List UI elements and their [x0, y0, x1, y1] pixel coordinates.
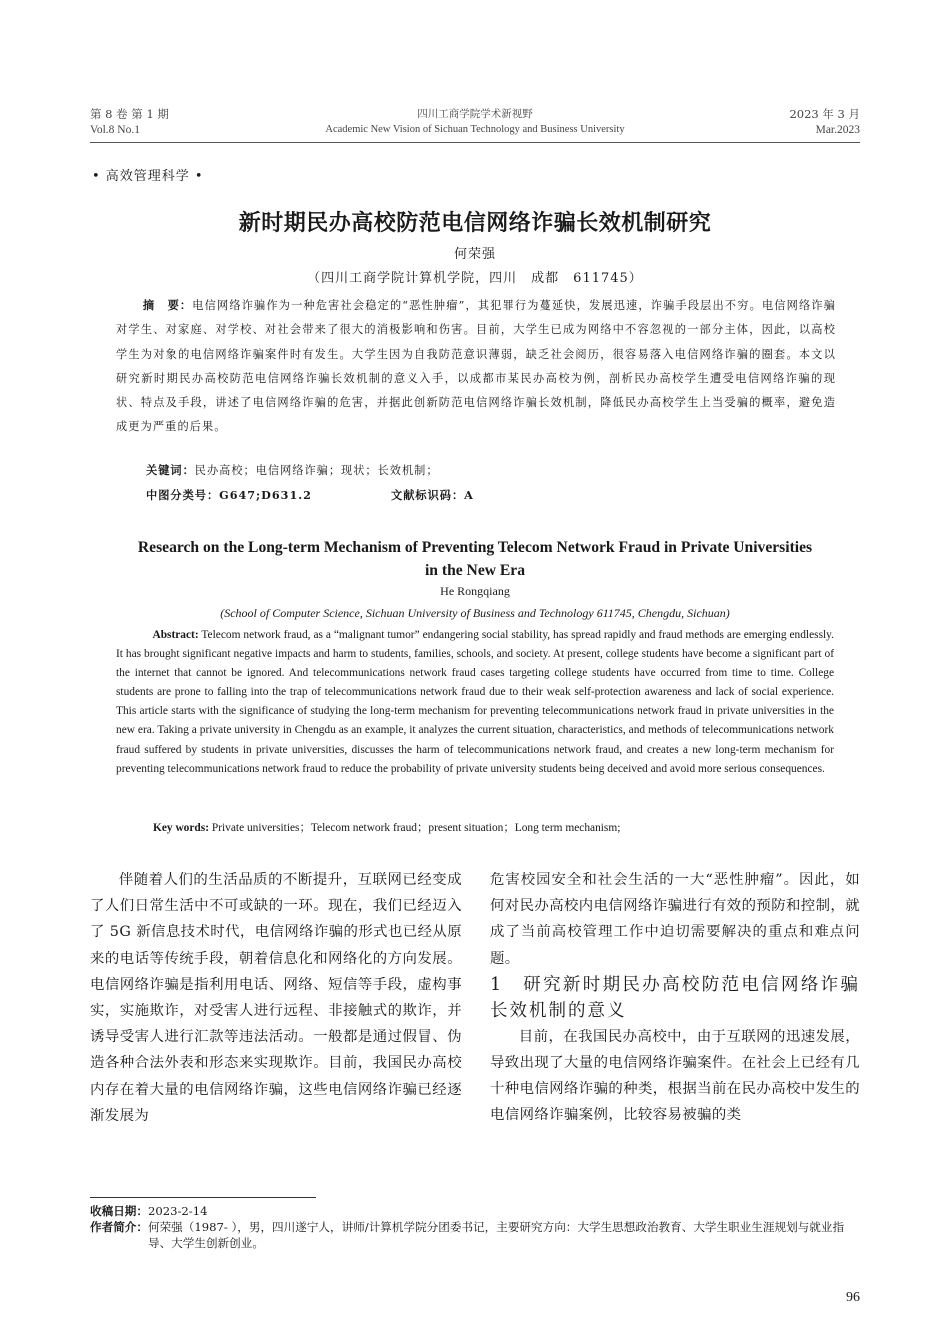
abstract-cn-label: 摘 要：	[142, 298, 193, 312]
body-column-left	[90, 867, 462, 1129]
author-bio-value: 何荣强（1987- ），男，四川遂宁人，讲师/计算机学院分团委书记，主要研究方向：大学生思想政治教育、大学生职业生涯规划与就业指导、大学生创新创业。	[147, 1220, 845, 1250]
page-number: 96	[846, 1290, 860, 1305]
running-header-left	[90, 106, 169, 138]
received-date	[90, 1203, 862, 1219]
affiliation-cn: （四川工商学院计算机学院，四川 成都 611745）	[307, 271, 643, 286]
keywords-en-label: Key words:	[153, 822, 209, 834]
author-en: He Rongqiang	[440, 584, 510, 598]
classification-line	[146, 487, 474, 503]
affiliation-en: (School of Computer Science, Sichuan University of Business and Technology 611745, Chengdu, Sichuan)	[220, 606, 730, 620]
volume-issue-cn: 第 8 卷 第 1 期	[90, 107, 169, 121]
body-paragraph: 危害校园安全和社会生活的一大“恶性肿瘤”。因此，如何对民办高校内电信网络诈骗进行有效的预防和控制，就成了当前高校管理工作中迫切需要解决的重点和难点问题。	[490, 872, 860, 967]
journal-name-cn: 四川工商学院学术新视野	[417, 108, 533, 120]
body-column-right	[490, 867, 860, 1129]
keywords-en-text: Private universities；Telecom network fraud；present situation；Long term mechanism;	[211, 822, 621, 834]
issue-date-en: Mar.2023	[815, 124, 860, 136]
doc-label: 文献标识码：	[391, 488, 465, 502]
abstract-en-label: Abstract:	[152, 629, 199, 641]
issue-date-cn: 2023 年 3 月	[789, 107, 860, 121]
running-header-right	[789, 106, 860, 138]
paper-title-en: Research on the Long-term Mechanism of Preventing Telecom Network Fraud in Private Universities in the New Era	[137, 539, 813, 579]
section-heading: 1 研究新时期民办高校防范电信网络诈骗长效机制的意义	[490, 974, 860, 1021]
abstract-en-text: Telecom network fraud, as a “malignant tumor” endangering social stability, has spread rapidly and fraud methods are emerging endlessly. It has brought significant negative impacts and harm to students, families, schools, and society. At present, college students have become a significant part of the internet that cannot be ignored. And telecommunications network fraud cases targeting college students have occurred from time to time. College students are prone to falling into the trap of telecommunications network fraud due to their weak self-protection awareness and lack of social experience. This article starts with the significance of studying the long-term mechanism for preventing telecommunications network fraud in private universities in the new era. Taking a private university in Chengdu as an example, it analyzes the current situation, characteristics, and methods of telecommunications network fraud suffered by students in private universities, discusses the harm of telecommunications network fraud, and creates a new long-term mechanism for preventing telecommunications network fraud to reduce the probability of private university students being deceived and avoid more serious consequences.	[116, 629, 834, 775]
abstract-cn-text: 电信网络诈骗作为一种危害社会稳定的“恶性肿瘤”，其犯罪行为蔓延快，发展迅速，诈骗手段层出不穷。电信网络诈骗对学生、对家庭、对学校、对社会带来了很大的消极影响和伤害。目前，大学生已成为网络中不容忽视的一部分主体，因此，以高校学生为对象的电信网络诈骗案件时有发生。大学生因为自我防范意识薄弱，缺乏社会阅历，很容易落入电信网络诈骗的圈套。本文以研究新时期民办高校防范电信网络诈骗长效机制的意义入手，以成都市某民办高校为例，剖析民办高校学生遭受电信网络诈骗的现状、特点及手段，讲述了电信网络诈骗的危害，并据此创新防范电信网络诈骗长效机制，降低民办高校学生上当受骗的概率，避免造成更为严重的后果。	[116, 299, 836, 434]
footnote-divider	[90, 1197, 316, 1198]
body-paragraph: 目前，在我国民办高校中，由于互联网的迅速发展，导致出现了大量的电信网络诈骗案件。在社会上已经有几十种电信网络诈骗的种类，根据当前在民办高校中发生的电信网络诈骗案例，比较容易被骗的类	[490, 1028, 860, 1124]
section-tag: • 高效管理科学 •	[92, 169, 204, 184]
received-value: 2023-2-14	[147, 1204, 208, 1218]
keywords-cn-label: 关键词：	[146, 463, 195, 477]
header-divider	[90, 142, 860, 143]
running-header-center	[300, 106, 650, 138]
abstract-cn	[116, 293, 836, 440]
body-paragraph: 伴随着人们的生活品质的不断提升，互联网已经变成了人们日常生活中不可或缺的一环。现在，我们已经迈入了 5G 新信息技术时代，电信网络诈骗的形式也已经从原来的电话等传统手段，朝着信息化和网络化的方向发展。电信网络诈骗是指利用电话、网络、短信等手段，虚构事实，实施欺诈，对受害人进行远程、非接触式的欺诈，并诱导受害人进行汇款等违法活动。一般都是通过假冒、伪造各种合法外表和形态来实现欺诈。目前，我国民办高校内存在着大量的电信网络诈骗，这些电信网络诈骗已经逐渐发展为	[90, 872, 462, 1124]
paper-title-cn: 新时期民办高校防范电信网络诈骗长效机制研究	[238, 211, 712, 236]
clc-value: G647;D631.2	[219, 488, 312, 502]
volume-issue-en: Vol.8 No.1	[90, 124, 140, 136]
document-code	[391, 487, 474, 503]
doc-value: A	[464, 488, 474, 502]
keywords-cn	[146, 462, 439, 478]
author-bio	[90, 1219, 862, 1251]
journal-name-en: Academic New Vision of Sichuan Technology and Business University	[325, 124, 625, 135]
abstract-en	[116, 626, 834, 779]
keywords-cn-text: 民办高校；电信网络诈骗；现状；长效机制；	[194, 464, 439, 477]
keywords-en	[153, 819, 620, 835]
footnote	[90, 1203, 862, 1251]
received-label: 收稿日期：	[90, 1204, 148, 1218]
author-bio-label: 作者简介：	[90, 1220, 148, 1234]
author-cn: 何荣强	[453, 247, 496, 262]
clc-label: 中图分类号：	[146, 488, 220, 502]
